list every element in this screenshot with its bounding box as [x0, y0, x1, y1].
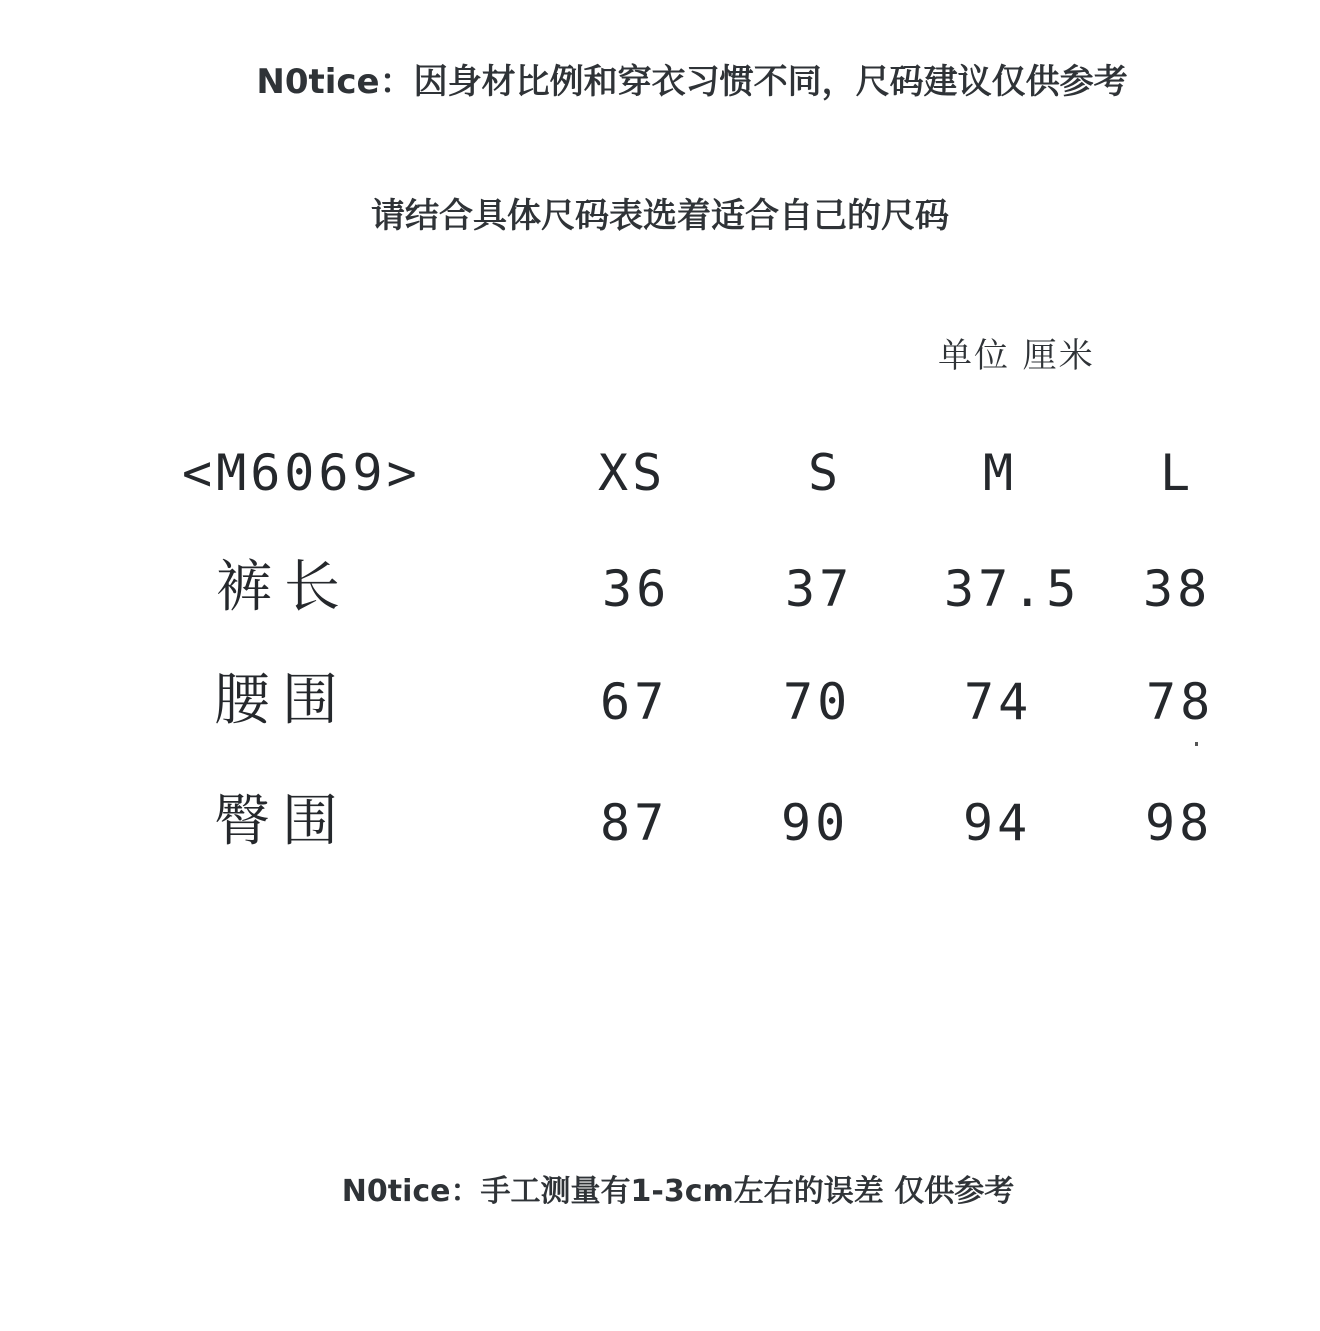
table-cell: 87 [600, 794, 669, 852]
size-header-m: M [983, 444, 1018, 502]
row-label-hip: 臀围 [214, 789, 350, 854]
stray-dot [1195, 742, 1198, 746]
notice-footer: N0tice：手工测量有1-3cm左右的误差 仅供参考 [341, 1174, 1015, 1209]
model-number: <M6069> [182, 444, 421, 502]
table-cell: 90 [781, 794, 850, 852]
size-header-xs: XS [598, 444, 667, 502]
table-cell: 78 [1146, 673, 1215, 731]
table-cell: 38 [1143, 560, 1212, 618]
notice-header: N0tice：因身材比例和穿衣习惯不同，尺码建议仅供参考 [256, 62, 1128, 102]
notice-subtitle: 请结合具体尺码表选着适合自己的尺码 [371, 196, 949, 236]
row-label-length: 裤长 [216, 555, 352, 620]
table-cell: 94 [963, 794, 1032, 852]
table-cell: 70 [783, 673, 852, 731]
unit-label: 单位 厘米 [938, 336, 1095, 376]
table-cell: 37.5 [944, 560, 1081, 618]
table-cell: 98 [1145, 794, 1214, 852]
table-cell: 36 [602, 560, 671, 618]
table-cell: 37 [785, 560, 854, 618]
size-header-s: S [808, 444, 843, 502]
size-header-l: L [1160, 444, 1195, 502]
table-cell: 74 [964, 673, 1033, 731]
row-label-waist: 腰围 [214, 668, 350, 733]
table-cell: 67 [600, 673, 669, 731]
